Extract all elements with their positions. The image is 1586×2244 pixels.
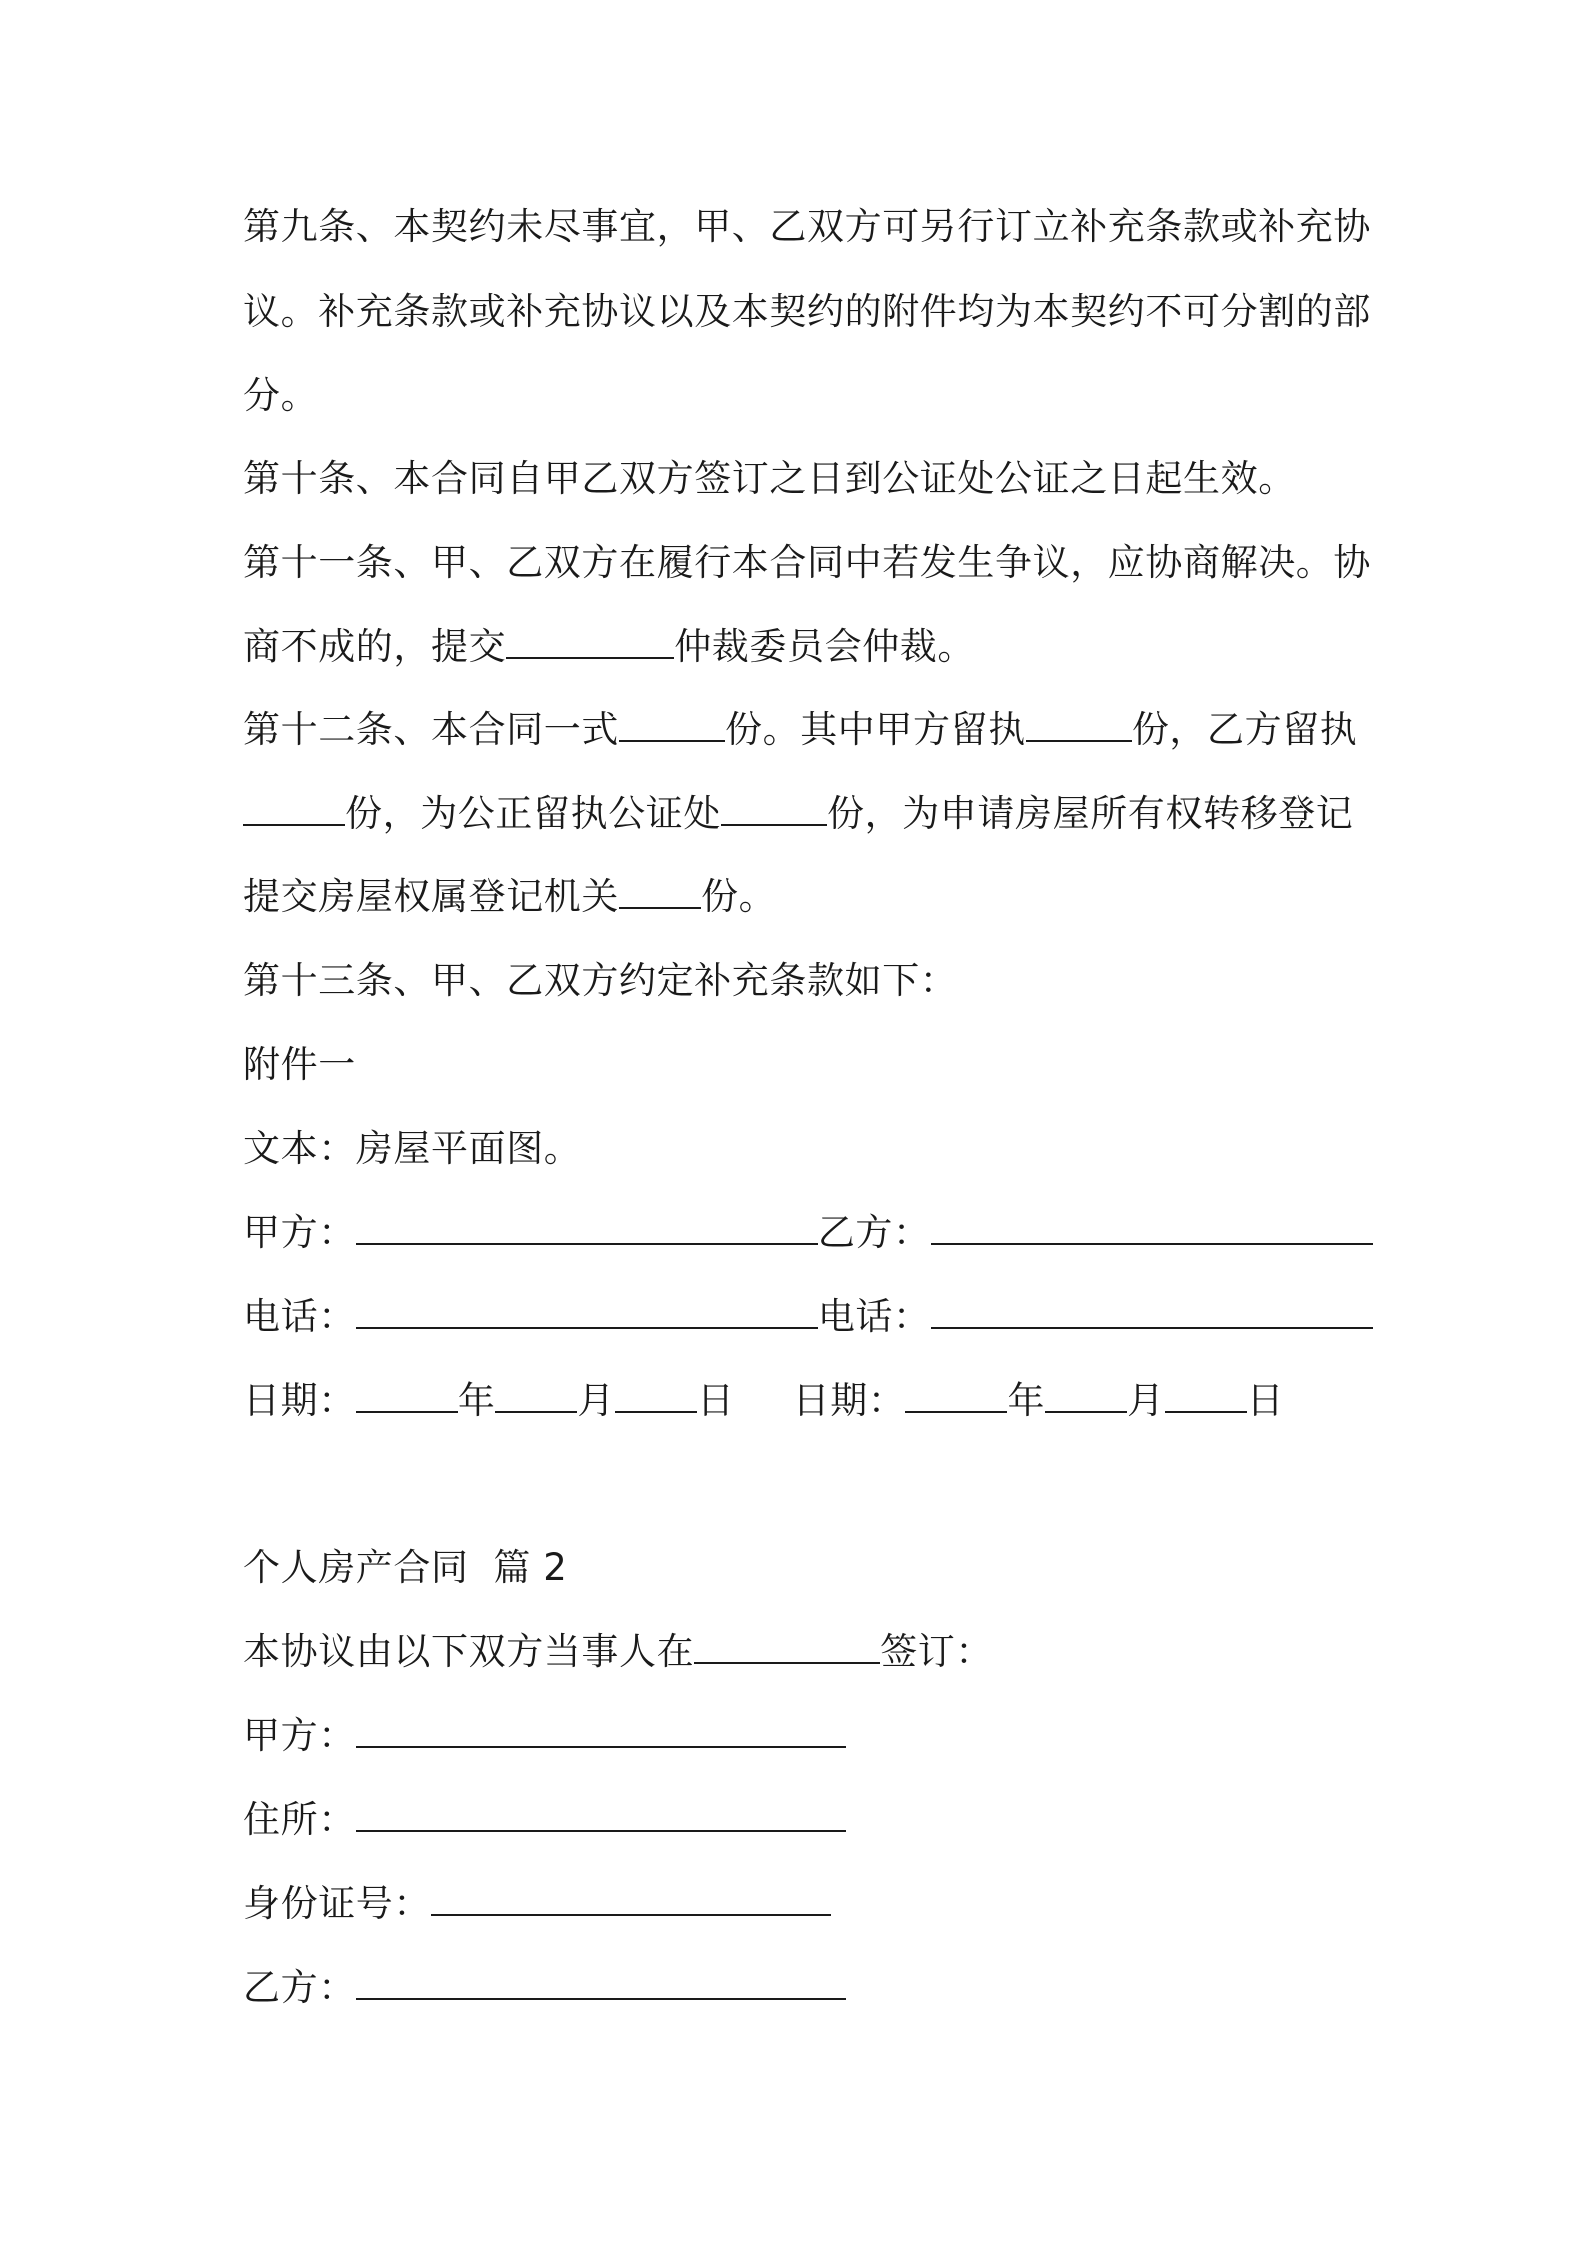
signature-party-row: 甲方： 乙方： — [243, 1211, 1373, 1255]
copies-registry-blank — [619, 877, 701, 909]
copies-party-b-blank — [243, 794, 345, 826]
section-2-id-number-blank — [431, 1884, 831, 1916]
article-9-line-3: 分。 — [243, 374, 319, 417]
signature-phone-row: 电话： 电话： — [243, 1295, 1373, 1339]
date-a-month-blank — [495, 1381, 577, 1413]
signature-date-row: 日期： 年 月 日 日期： 年 月 日 — [243, 1379, 1285, 1422]
section-2-id-number: 身份证号： — [243, 1882, 831, 1926]
section-2-party-b-blank — [356, 1968, 846, 2000]
phone-b-blank — [931, 1297, 1373, 1329]
date-a-day-blank — [615, 1381, 697, 1413]
attachment-text: 文本：房屋平面图。 — [243, 1127, 582, 1170]
section-2-party-a: 甲方： — [243, 1714, 846, 1758]
signing-place-blank — [694, 1632, 880, 1664]
article-11-line-2: 商不成的，提交 仲裁委员会仲裁。 — [243, 625, 976, 668]
article-12-line-1: 第十二条、本合同一式 份。其中甲方留执 份，乙方留执 — [243, 708, 1358, 751]
section-2-intro: 本协议由以下双方当事人在 签订： — [243, 1630, 994, 1673]
article-9-line-1: 第九条、本契约未尽事宜，甲、乙双方可另行订立补充条款或补充协 — [243, 205, 1371, 248]
arbitration-blank — [506, 627, 674, 659]
section-2-party-b: 乙方： — [243, 1966, 846, 2010]
section-2-address-blank — [356, 1800, 846, 1832]
section-2-heading: 个人房产合同 篇 2 — [243, 1546, 568, 1589]
section-2-address: 住所： — [243, 1798, 846, 1842]
article-13: 第十三条、甲、乙双方约定补充条款如下： — [243, 959, 958, 1002]
article-11-line-1: 第十一条、甲、乙双方在履行本合同中若发生争议，应协商解决。协 — [243, 541, 1371, 584]
copies-party-a-blank — [1026, 710, 1132, 742]
party-a-blank — [356, 1213, 818, 1245]
article-12-line-3: 提交房屋权属登记机关 份。 — [243, 875, 777, 918]
copies-notary-blank — [721, 794, 827, 826]
phone-a-blank — [356, 1297, 818, 1329]
article-9-line-2: 议。补充条款或补充协议以及本契约的附件均为本契约不可分割的部 — [243, 290, 1371, 333]
article-12-line-2: 份，为公正留执公证处 份，为申请房屋所有权转移登记 — [243, 792, 1353, 836]
article-10: 第十条、本合同自甲乙双方签订之日到公证处公证之日起生效。 — [243, 457, 1296, 500]
section-2-party-a-blank — [356, 1716, 846, 1748]
date-b-year-blank — [905, 1381, 1007, 1413]
copies-total-blank — [619, 710, 725, 742]
date-b-day-blank — [1165, 1381, 1247, 1413]
party-b-blank — [931, 1213, 1373, 1245]
date-a-year-blank — [356, 1381, 458, 1413]
attachment-title: 附件一 — [243, 1043, 356, 1086]
date-b-month-blank — [1045, 1381, 1127, 1413]
